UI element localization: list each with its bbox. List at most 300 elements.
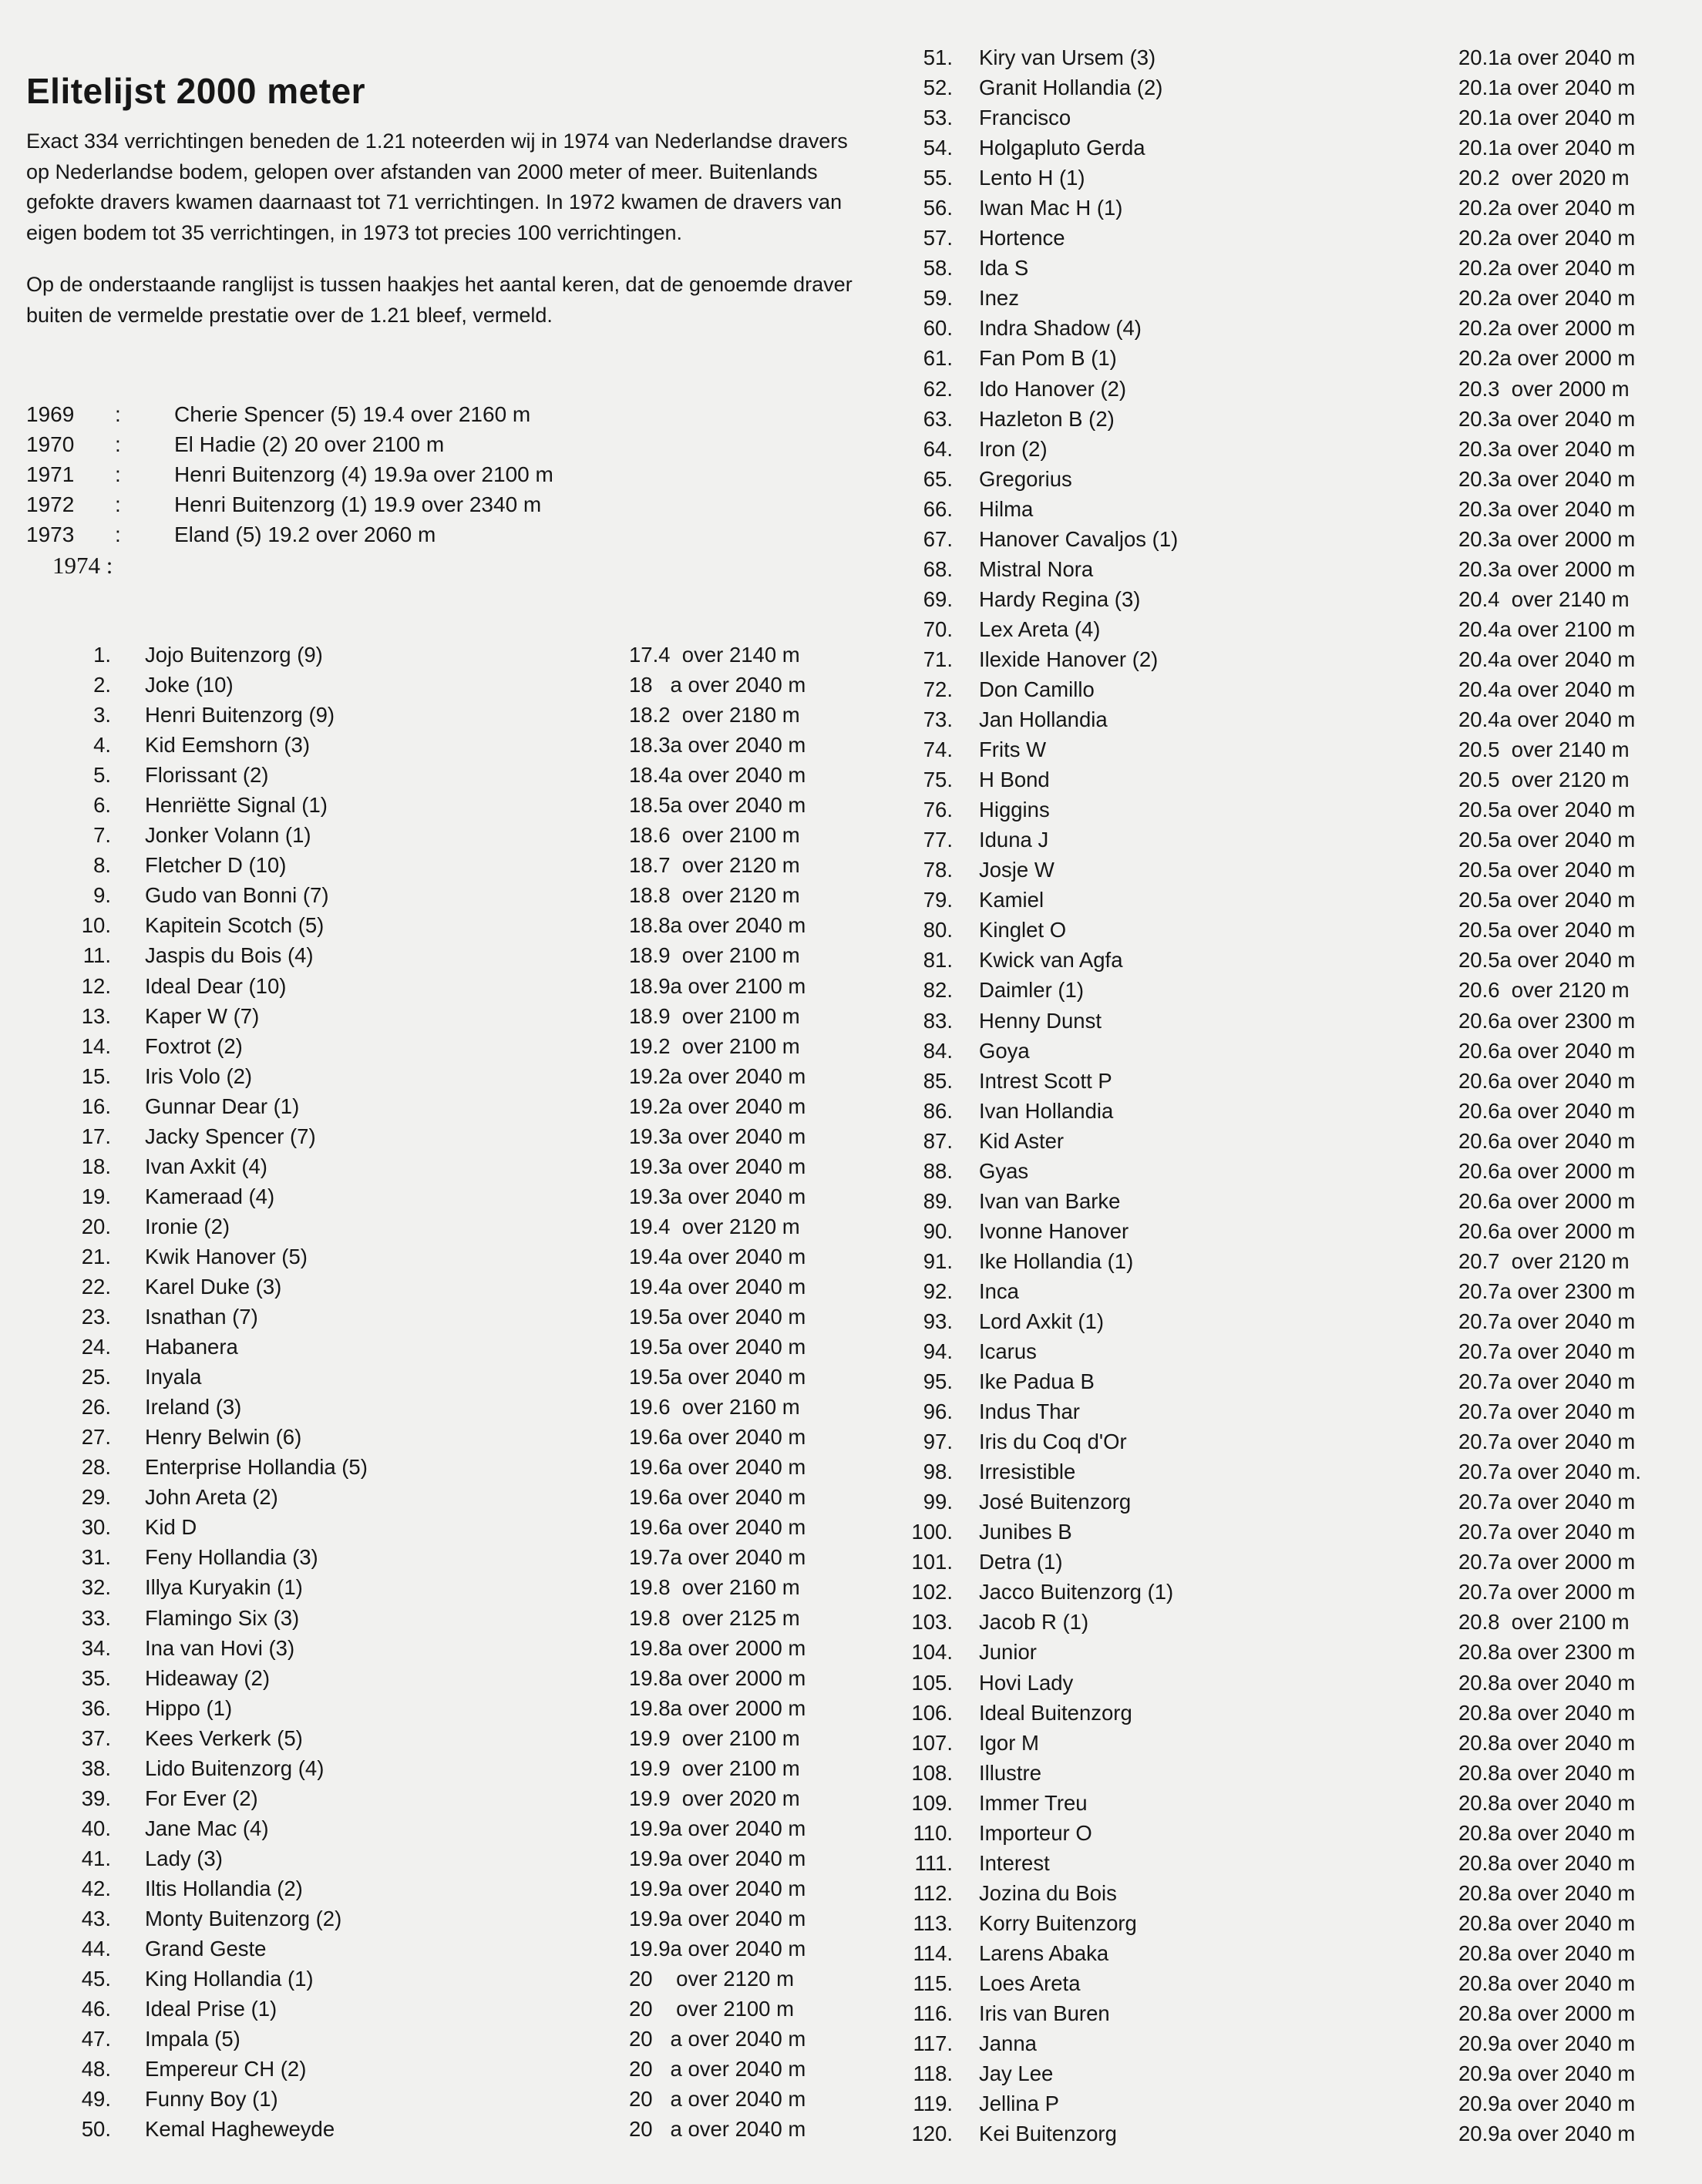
horse-name: Kei Buitenzorg bbox=[979, 2122, 1117, 2146]
ranking-row bbox=[896, 825, 1674, 855]
performance: 20.8a over 2040 m bbox=[1458, 1790, 1636, 1815]
ranking-row bbox=[896, 1878, 1674, 1908]
performance: 20 over 2100 m bbox=[629, 1997, 795, 2021]
performance: 20 a over 2040 m bbox=[629, 2057, 806, 2082]
horse-name: Jan Hollandia bbox=[979, 707, 1108, 732]
rank-number: 100. bbox=[911, 1520, 953, 1544]
rank-number: 40. bbox=[81, 1816, 111, 1840]
performance: 20.2a over 2000 m bbox=[1458, 316, 1636, 341]
performance: 20.3a over 2040 m bbox=[1458, 466, 1636, 491]
rank-number: 85. bbox=[923, 1068, 953, 1093]
rank-number: 93. bbox=[923, 1309, 953, 1333]
ranking-row bbox=[74, 1964, 845, 1994]
performance: 20.7a over 2040 m bbox=[1458, 1490, 1636, 1514]
ranking-row bbox=[896, 1457, 1674, 1487]
intro-paragraph: Exact 334 verrichtingen beneden de 1.21 noteerden wij in 1974 van Nederlandse dravers op Nederlandse bodem, gelopen over afstanden van 2000 meter of meer. Buitenlands gefokte dravers kwamen daarnaast tot 71 verrichtingen. In 1972 kwamen de dravers van eigen bodem tot 35 verrichtingen, in 1973 tot precies 100 verrichtingen. bbox=[26, 129, 848, 244]
ranking-row bbox=[74, 910, 845, 940]
ranking-row bbox=[896, 915, 1674, 945]
ranking-row bbox=[74, 760, 845, 790]
rank-number: 116. bbox=[913, 2001, 953, 2026]
ranking-row bbox=[896, 1758, 1674, 1788]
performance: 18.9 over 2100 m bbox=[629, 1003, 800, 1028]
horse-name: Kemal Hagheweyde bbox=[145, 2117, 335, 2142]
performance: 20.6a over 2040 m bbox=[1458, 1038, 1636, 1063]
rank-number: 66. bbox=[923, 496, 953, 521]
horse-name: Ida S bbox=[979, 256, 1029, 281]
horse-name: Ivan van Barke bbox=[979, 1188, 1121, 1213]
rank-number: 5. bbox=[93, 763, 111, 788]
ranking-row bbox=[74, 2054, 845, 2084]
rank-number: 64. bbox=[923, 436, 953, 461]
rank-number: 77. bbox=[923, 828, 953, 852]
ranking-row bbox=[896, 1096, 1674, 1126]
performance: 19.8a over 2000 m bbox=[629, 1695, 806, 1720]
horse-name: Iris du Coq d'Or bbox=[979, 1430, 1127, 1454]
performance: 20.7a over 2040 m bbox=[1458, 1399, 1636, 1424]
ranking-row bbox=[896, 1968, 1674, 1998]
performance: 20.7a over 2040 m bbox=[1458, 1430, 1636, 1454]
intro-paragraph: Op de onderstaande ranglijst is tussen haakjes het aantal keren, dat de genoemde draver buiten de vermelde prestatie over de 1.21 bleef, vermeld. bbox=[26, 273, 853, 327]
performance: 19.9a over 2040 m bbox=[629, 1906, 806, 1930]
performance: 20.2a over 2040 m bbox=[1458, 196, 1636, 220]
performance: 19.5a over 2040 m bbox=[629, 1365, 806, 1389]
rank-number: 37. bbox=[81, 1725, 111, 1750]
rank-number: 8. bbox=[93, 853, 111, 878]
ranking-row bbox=[74, 1783, 845, 1813]
performance: 19.4 over 2120 m bbox=[629, 1214, 800, 1238]
ranking-row bbox=[896, 1668, 1674, 1698]
performance: 20.5a over 2040 m bbox=[1458, 948, 1636, 973]
horse-name: Ivan Hollandia bbox=[979, 1098, 1114, 1123]
performance: 20.8a over 2040 m bbox=[1458, 1940, 1636, 1965]
rank-number: 61. bbox=[923, 346, 953, 371]
ranking-row bbox=[896, 404, 1674, 434]
ranking-row bbox=[74, 940, 845, 970]
rank-number: 11. bbox=[82, 943, 111, 968]
horse-name: Illustre bbox=[979, 1760, 1041, 1785]
rank-number: 98. bbox=[923, 1460, 953, 1484]
ranking-row bbox=[74, 1332, 845, 1362]
ranking-row bbox=[896, 975, 1674, 1005]
performance: 20.7a over 2300 m bbox=[1458, 1278, 1636, 1303]
ranking-row bbox=[896, 1728, 1674, 1758]
performance: 19.7a over 2040 m bbox=[629, 1545, 806, 1570]
ranking-row bbox=[896, 1126, 1674, 1156]
rank-number: 41. bbox=[81, 1846, 111, 1870]
horse-name: Ivan Axkit (4) bbox=[145, 1154, 267, 1178]
ranking-row bbox=[74, 670, 845, 700]
horse-name: Junibes B bbox=[979, 1520, 1072, 1544]
performance: 20.8a over 2040 m bbox=[1458, 1700, 1636, 1725]
rank-number: 34. bbox=[81, 1635, 111, 1660]
ranking-row bbox=[896, 2118, 1674, 2149]
performance: 19.8 over 2160 m bbox=[629, 1575, 800, 1600]
rank-number: 60. bbox=[923, 316, 953, 341]
rank-number: 101. bbox=[911, 1550, 953, 1574]
horse-name: Francisco bbox=[979, 106, 1071, 130]
rank-number: 50. bbox=[81, 2117, 111, 2142]
ranking-row bbox=[896, 734, 1674, 764]
ranking-row bbox=[74, 700, 845, 730]
rank-number: 29. bbox=[81, 1485, 111, 1510]
history-separator: : bbox=[115, 462, 121, 486]
ranking-list-left bbox=[74, 640, 845, 2144]
history-separator: : bbox=[115, 402, 121, 426]
ranking-row bbox=[896, 1426, 1674, 1457]
history-year: 1973 bbox=[26, 522, 75, 546]
ranking-row bbox=[896, 1156, 1674, 1186]
rank-number: 119. bbox=[913, 2092, 953, 2116]
ranking-row bbox=[896, 163, 1674, 193]
ranking-row bbox=[896, 1276, 1674, 1306]
horse-name: Lady (3) bbox=[145, 1846, 223, 1870]
horse-name: Kwik Hanover (5) bbox=[145, 1244, 308, 1268]
horse-name: Jojo Buitenzorg (9) bbox=[145, 643, 323, 667]
performance: 20.5 over 2140 m bbox=[1458, 738, 1630, 762]
ranking-list-right bbox=[896, 42, 1674, 2149]
performance: 20.8a over 2040 m bbox=[1458, 1910, 1636, 1935]
rank-number: 54. bbox=[923, 136, 953, 160]
history-entry: El Hadie (2) 20 over 2100 m bbox=[174, 432, 445, 456]
rank-number: 95. bbox=[923, 1369, 953, 1394]
horse-name: Josje W bbox=[979, 858, 1054, 882]
performance: 19.2a over 2040 m bbox=[629, 1094, 806, 1118]
rank-number: 120. bbox=[911, 2122, 953, 2146]
ranking-row bbox=[896, 464, 1674, 494]
horse-name: Mistral Nora bbox=[979, 556, 1094, 581]
horse-name: Ideal Prise (1) bbox=[145, 1997, 278, 2021]
performance: 20.7a over 2040 m bbox=[1458, 1520, 1636, 1544]
rank-number: 96. bbox=[923, 1399, 953, 1424]
performance: 19.8a over 2000 m bbox=[629, 1665, 806, 1690]
rank-number: 46. bbox=[81, 1997, 111, 2021]
ranking-row bbox=[896, 1577, 1674, 1607]
performance: 19.9 over 2100 m bbox=[629, 1725, 800, 1750]
performance: 18.9 over 2100 m bbox=[629, 943, 800, 968]
rank-number: 10. bbox=[81, 913, 111, 938]
history-year: 1972 bbox=[26, 492, 75, 516]
horse-name: Indus Thar bbox=[979, 1399, 1080, 1424]
horse-name: Isnathan (7) bbox=[145, 1305, 258, 1329]
ranking-row bbox=[896, 1366, 1674, 1396]
rank-number: 55. bbox=[923, 166, 953, 190]
ranking-row bbox=[74, 820, 845, 850]
horse-name: Kid D bbox=[145, 1515, 197, 1540]
performance: 20.8a over 2040 m bbox=[1458, 1971, 1636, 1995]
history-separator: : bbox=[115, 432, 121, 456]
ranking-row bbox=[74, 2024, 845, 2054]
performance: 20.4a over 2040 m bbox=[1458, 677, 1636, 701]
horse-name: Kinglet O bbox=[979, 918, 1067, 942]
rank-number: 109. bbox=[911, 1790, 953, 1815]
performance: 20.7a over 2000 m bbox=[1458, 1550, 1636, 1574]
rank-number: 99. bbox=[923, 1490, 953, 1514]
horse-name: Ina van Hovi (3) bbox=[145, 1635, 295, 1660]
ranking-row bbox=[896, 313, 1674, 343]
rank-number: 30. bbox=[81, 1515, 111, 1540]
performance: 20.2 over 2020 m bbox=[1458, 166, 1630, 190]
horse-name: Lord Axkit (1) bbox=[979, 1309, 1105, 1333]
horse-name: Iwan Mac H (1) bbox=[979, 196, 1123, 220]
horse-name: Henny Dunst bbox=[979, 1008, 1102, 1033]
performance: 20.6a over 2000 m bbox=[1458, 1218, 1636, 1243]
performance: 20.1a over 2040 m bbox=[1458, 106, 1636, 130]
rank-number: 23. bbox=[81, 1305, 111, 1329]
rank-number: 117. bbox=[913, 2031, 953, 2056]
ranking-row bbox=[74, 1542, 845, 1572]
rank-number: 67. bbox=[923, 526, 953, 551]
performance: 20.3a over 2000 m bbox=[1458, 526, 1636, 551]
ranking-row bbox=[896, 764, 1674, 795]
performance: 20.3a over 2040 m bbox=[1458, 496, 1636, 521]
horse-name: Junior bbox=[979, 1640, 1037, 1665]
performance: 20.6 over 2120 m bbox=[1458, 978, 1630, 1003]
ranking-row bbox=[74, 1843, 845, 1873]
ranking-row bbox=[896, 704, 1674, 734]
performance: 20.2a over 2040 m bbox=[1458, 286, 1636, 311]
rank-number: 84. bbox=[923, 1038, 953, 1063]
performance: 20.3 over 2000 m bbox=[1458, 376, 1630, 401]
performance: 20.8a over 2040 m bbox=[1458, 1670, 1636, 1695]
ranking-row bbox=[74, 790, 845, 820]
horse-name: Hortence bbox=[979, 226, 1065, 250]
horse-name: Foxtrot (2) bbox=[145, 1033, 243, 1058]
performance: 18.9a over 2100 m bbox=[629, 973, 806, 998]
ranking-row bbox=[74, 880, 845, 910]
ranking-row bbox=[896, 1066, 1674, 1096]
horse-name: King Hollandia (1) bbox=[145, 1967, 314, 1991]
horse-name: Jacco Buitenzorg (1) bbox=[979, 1580, 1174, 1604]
performance: 20.9a over 2040 m bbox=[1458, 2061, 1636, 2086]
intro-text bbox=[26, 126, 859, 352]
performance: 20.1a over 2040 m bbox=[1458, 76, 1636, 100]
ranking-row bbox=[74, 1482, 845, 1512]
rank-number: 28. bbox=[81, 1455, 111, 1480]
ranking-row bbox=[896, 2088, 1674, 2118]
performance: 18.6 over 2100 m bbox=[629, 823, 800, 848]
rank-number: 42. bbox=[81, 1876, 111, 1900]
rank-number: 110. bbox=[913, 1820, 953, 1845]
horse-name: Ideal Buitenzorg bbox=[979, 1700, 1132, 1725]
rank-number: 2. bbox=[93, 673, 111, 697]
performance: 19.9a over 2040 m bbox=[629, 1816, 806, 1840]
performance: 19.3a over 2040 m bbox=[629, 1154, 806, 1178]
rank-number: 25. bbox=[81, 1365, 111, 1389]
horse-name: Iltis Hollandia (2) bbox=[145, 1876, 303, 1900]
ranking-row bbox=[74, 1211, 845, 1242]
rank-number: 63. bbox=[923, 406, 953, 431]
rank-number: 13. bbox=[81, 1003, 111, 1028]
performance: 19.9 over 2020 m bbox=[629, 1786, 800, 1810]
performance: 18.4a over 2040 m bbox=[629, 763, 806, 788]
horse-name: Interest bbox=[979, 1850, 1050, 1875]
horse-name: Henry Belwin (6) bbox=[145, 1425, 302, 1450]
rank-number: 47. bbox=[81, 2027, 111, 2051]
ranking-row bbox=[74, 730, 845, 760]
ranking-row bbox=[896, 1186, 1674, 1216]
performance: 20.2a over 2040 m bbox=[1458, 226, 1636, 250]
ranking-row bbox=[896, 1487, 1674, 1517]
ranking-row bbox=[74, 1572, 845, 1602]
horse-name: Indra Shadow (4) bbox=[979, 316, 1142, 341]
performance: 18.7 over 2120 m bbox=[629, 853, 800, 878]
performance: 20.7a over 2040 m bbox=[1458, 1369, 1636, 1394]
history-entry: Henri Buitenzorg (1) 19.9 over 2340 m bbox=[174, 492, 542, 516]
performance: 18.2 over 2180 m bbox=[629, 703, 800, 727]
ranking-row bbox=[74, 1242, 845, 1272]
performance: 20.7a over 2040 m bbox=[1458, 1339, 1636, 1364]
rank-number: 48. bbox=[81, 2057, 111, 2082]
rank-number: 108. bbox=[911, 1760, 953, 1785]
ranking-row bbox=[74, 1994, 845, 2024]
horse-name: Ido Hanover (2) bbox=[979, 376, 1127, 401]
horse-name: Flamingo Six (3) bbox=[145, 1605, 300, 1630]
rank-number: 22. bbox=[81, 1274, 111, 1299]
ranking-row bbox=[896, 584, 1674, 614]
ranking-row bbox=[896, 1637, 1674, 1667]
rank-number: 106. bbox=[911, 1700, 953, 1725]
horse-name: Gregorius bbox=[979, 466, 1072, 491]
ranking-row bbox=[896, 885, 1674, 915]
rank-number: 71. bbox=[923, 647, 953, 671]
history-entry: Cherie Spencer (5) 19.4 over 2160 m bbox=[174, 402, 531, 426]
ranking-row bbox=[896, 1396, 1674, 1426]
performance: 20.6a over 2040 m bbox=[1458, 1128, 1636, 1153]
ranking-row bbox=[896, 133, 1674, 163]
rank-number: 69. bbox=[923, 586, 953, 611]
performance: 18.5a over 2040 m bbox=[629, 793, 806, 818]
rank-number: 90. bbox=[923, 1218, 953, 1243]
performance: 20.8 over 2100 m bbox=[1458, 1610, 1630, 1635]
rank-number: 27. bbox=[81, 1425, 111, 1450]
horse-name: Gudo van Bonni (7) bbox=[145, 883, 329, 908]
performance: 19.8a over 2000 m bbox=[629, 1635, 806, 1660]
performance: 19.5a over 2040 m bbox=[629, 1305, 806, 1329]
rank-number: 43. bbox=[81, 1906, 111, 1930]
ranking-row bbox=[896, 795, 1674, 825]
ranking-row bbox=[74, 1392, 845, 1422]
horse-name: Henriëtte Signal (1) bbox=[145, 793, 328, 818]
ranking-row bbox=[74, 1512, 845, 1542]
performance: 20.5a over 2040 m bbox=[1458, 918, 1636, 942]
rank-number: 118. bbox=[913, 2061, 953, 2086]
ranking-row bbox=[896, 1607, 1674, 1637]
ranking-row bbox=[74, 1272, 845, 1302]
rank-number: 87. bbox=[923, 1128, 953, 1153]
horse-name: Kwick van Agfa bbox=[979, 948, 1123, 973]
rank-number: 26. bbox=[81, 1395, 111, 1420]
performance: 19.4a over 2040 m bbox=[629, 1244, 806, 1268]
ranking-row bbox=[896, 434, 1674, 464]
rank-number: 89. bbox=[923, 1188, 953, 1213]
horse-name: Fan Pom B (1) bbox=[979, 346, 1117, 371]
rank-number: 16. bbox=[81, 1094, 111, 1118]
performance: 20.3a over 2040 m bbox=[1458, 406, 1636, 431]
horse-name: Iris van Buren bbox=[979, 2001, 1110, 2026]
ranking-row bbox=[896, 945, 1674, 975]
performance: 19.8 over 2125 m bbox=[629, 1605, 800, 1630]
rank-number: 79. bbox=[923, 888, 953, 912]
ranking-row bbox=[74, 971, 845, 1001]
rank-number: 3. bbox=[93, 703, 111, 727]
ranking-row bbox=[74, 1934, 845, 1964]
horse-name: Kaper W (7) bbox=[145, 1003, 260, 1028]
performance: 19.9a over 2040 m bbox=[629, 1876, 806, 1900]
rank-number: 6. bbox=[93, 793, 111, 818]
performance: 20.8a over 2040 m bbox=[1458, 1850, 1636, 1875]
horse-name: Karel Duke (3) bbox=[145, 1274, 282, 1299]
horse-name: Ike Padua B bbox=[979, 1369, 1095, 1394]
horse-name: Goya bbox=[979, 1038, 1030, 1063]
ranking-row bbox=[896, 223, 1674, 253]
performance: 17.4 over 2140 m bbox=[629, 643, 800, 667]
horse-name: Irresistible bbox=[979, 1460, 1076, 1484]
rank-number: 86. bbox=[923, 1098, 953, 1123]
horse-name: John Areta (2) bbox=[145, 1485, 278, 1510]
performance: 19.6a over 2040 m bbox=[629, 1425, 806, 1450]
ranking-row bbox=[74, 1813, 845, 1843]
horse-name: Empereur CH (2) bbox=[145, 2057, 307, 2082]
ranking-row bbox=[896, 1006, 1674, 1036]
ranking-row bbox=[74, 1663, 845, 1693]
horse-name: Hazleton B (2) bbox=[979, 406, 1115, 431]
horse-name: Lido Buitenzorg (4) bbox=[145, 1756, 325, 1780]
rank-number: 104. bbox=[911, 1640, 953, 1665]
rank-number: 7. bbox=[93, 823, 111, 848]
rank-number: 75. bbox=[923, 768, 953, 792]
rank-number: 17. bbox=[81, 1124, 111, 1148]
ranking-row bbox=[896, 1547, 1674, 1577]
horse-name: For Ever (2) bbox=[145, 1786, 258, 1810]
horse-name: Inyala bbox=[145, 1365, 202, 1389]
performance: 20.8a over 2040 m bbox=[1458, 1730, 1636, 1755]
horse-name: Jay Lee bbox=[979, 2061, 1054, 2086]
performance: 20.5a over 2040 m bbox=[1458, 858, 1636, 882]
horse-name: Monty Buitenzorg (2) bbox=[145, 1906, 342, 1930]
horse-name: Gyas bbox=[979, 1158, 1029, 1183]
horse-name: Hanover Cavaljos (1) bbox=[979, 526, 1179, 551]
rank-number: 97. bbox=[923, 1430, 953, 1454]
rank-number: 72. bbox=[923, 677, 953, 701]
performance: 19.9a over 2040 m bbox=[629, 1937, 806, 1961]
horse-name: Iron (2) bbox=[979, 436, 1048, 461]
rank-number: 74. bbox=[923, 738, 953, 762]
rank-number: 57. bbox=[923, 226, 953, 250]
performance: 20.3a over 2040 m bbox=[1458, 436, 1636, 461]
rank-number: 52. bbox=[923, 76, 953, 100]
performance: 19.6a over 2040 m bbox=[629, 1485, 806, 1510]
history-separator: : bbox=[115, 522, 121, 546]
horse-name: Florissant (2) bbox=[145, 763, 269, 788]
rank-number: 113. bbox=[913, 1910, 953, 1935]
horse-name: Ironie (2) bbox=[145, 1214, 230, 1238]
ranking-row bbox=[74, 640, 845, 670]
horse-name: Lex Areta (4) bbox=[979, 617, 1101, 641]
rank-number: 49. bbox=[81, 2087, 111, 2112]
horse-name: Ireland (3) bbox=[145, 1395, 242, 1420]
horse-name: Ideal Dear (10) bbox=[145, 973, 287, 998]
horse-name: Hardy Regina (3) bbox=[979, 586, 1141, 611]
rank-number: 107. bbox=[911, 1730, 953, 1755]
performance: 19.9a over 2040 m bbox=[629, 1846, 806, 1870]
history-year: 1969 bbox=[26, 402, 75, 426]
history-year: 1970 bbox=[26, 432, 75, 456]
ranking-row bbox=[896, 494, 1674, 524]
ranking-row bbox=[74, 1723, 845, 1753]
ranking-row bbox=[896, 1336, 1674, 1366]
performance: 20.1a over 2040 m bbox=[1458, 45, 1636, 69]
performance: 18 a over 2040 m bbox=[629, 673, 806, 697]
